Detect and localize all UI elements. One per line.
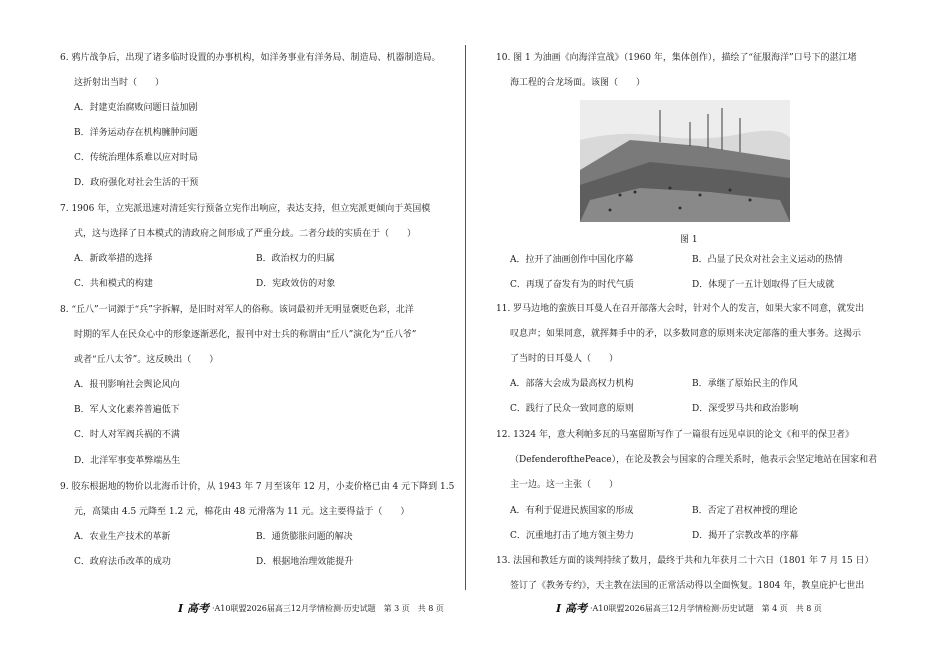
q9-option-b[interactable]: B．通货膨胀问题的解决 <box>256 532 353 542</box>
q7-option-b[interactable]: B．政治权力的归属 <box>256 254 335 264</box>
q8-stem-line1: 8. “丘八”一词源于“兵”字拆解，是旧时对军人的俗称。该词最初并无明显褒贬色彩，北洋 <box>60 305 414 315</box>
q6-option-a[interactable]: A．封建吏治腐败问题日益加剧 <box>74 103 198 113</box>
q6-stem-line2: 这折射出当时（ ） <box>74 78 165 88</box>
q8-option-b[interactable]: B．军人文化素养普遍低下 <box>74 405 180 415</box>
q11-stem-line3: 了当时的日耳曼人（ ） <box>510 354 619 364</box>
q6-option-d[interactable]: D．政府强化对社会生活的干预 <box>74 178 199 188</box>
q7-option-c[interactable]: C．共和模式的构建 <box>74 279 153 289</box>
oil-painting-figure <box>580 100 790 222</box>
q13-stem-line1: 13. 法国和教廷方面的谈判持续了数月，最终于共和九年获月二十六日（1801 年 7 月 15 日） <box>496 556 874 566</box>
q11-stem-line2: 叹息声；如果同意，就挥舞手中的矛，以多数同意的原则来决定部落的重大事务。这揭示 <box>510 329 862 339</box>
painting-illustration <box>580 100 790 222</box>
publisher-logo: 𝑰 高考 <box>556 602 587 615</box>
q11-option-b[interactable]: B．承继了原始民主的作风 <box>692 379 798 389</box>
q8-option-a[interactable]: A．报刊影响社会舆论风向 <box>74 380 180 390</box>
publisher-logo: 𝑰 高考 <box>178 602 209 615</box>
q7-stem-line2: 式，这与选择了日本模式的清政府之间形成了严重分歧。二者分歧的实质在于（ ） <box>74 229 417 239</box>
q13-stem-line2: 签订了《教务专约》，天主教在法国的正常活动得以全面恢复。1804 年，教皇庇护七世出 <box>510 581 865 591</box>
q6-option-b[interactable]: B．洋务运动存在机构臃肿问题 <box>74 128 198 138</box>
left-footer-text: ·A10联盟2026届高三12月学情检测·历史试题 第 3 页 共 8 页 <box>211 603 444 613</box>
right-footer <box>556 600 822 616</box>
q6-option-c[interactable]: C．传统治理体系难以应对时局 <box>74 153 198 163</box>
q10-stem-line2: 海工程的合龙场面。该图（ ） <box>510 78 646 88</box>
q8-option-c[interactable]: C．时人对军阀兵祸的不满 <box>74 430 180 440</box>
q8-option-d[interactable]: D．北洋军事变革弊端丛生 <box>74 456 181 466</box>
q9-option-d[interactable]: D．根据地治理效能提升 <box>256 557 354 567</box>
q10-option-d[interactable]: D．体现了一五计划取得了巨大成就 <box>692 280 835 290</box>
q9-stem-line1: 9. 胶东根据地的物价以北海币计价，从 1943 年 7 月至该年 12 月，小麦价格已由 4 元下降到 1.5 <box>60 482 455 492</box>
q10-stem-line1: 10. 图 1 为油画《向海洋宣战》（1960 年，集体创作），描绘了“征服海洋”口号下的湛江堵 <box>496 53 857 63</box>
q9-option-c[interactable]: C．政府法币改革的成功 <box>74 557 171 567</box>
q7-option-d[interactable]: D．宪政效仿的对象 <box>256 279 336 289</box>
q12-option-c[interactable]: C．沉重地打击了地方领主势力 <box>510 531 634 541</box>
q10-option-b[interactable]: B．凸显了民众对社会主义运动的热情 <box>692 255 843 265</box>
left-footer <box>178 600 444 616</box>
q10-option-c[interactable]: C．再现了奋发有为的时代气质 <box>510 280 634 290</box>
q12-option-a[interactable]: A．有利于促进民族国家的形成 <box>510 506 634 516</box>
q11-stem-line1: 11. 罗马边地的蛮族日耳曼人在召开部落大会时，针对个人的发言，如果大家不同意，就发出 <box>496 304 865 314</box>
q8-stem-line2: 时期的军人在民众心中的形象逐渐恶化，报刊中对士兵的称谓由“丘八”演化为“丘八爷” <box>74 330 417 340</box>
q8-stem-line3: 或者“丘八太爷”。这反映出（ ） <box>74 355 219 365</box>
q12-option-b[interactable]: B．否定了君权神授的理论 <box>692 506 798 516</box>
q9-stem-line2: 元，高粱由 4.5 元降至 1.2 元，棉花由 48 元滑落为 11 元。这主要得益于（ ） <box>74 507 410 517</box>
right-footer-text: ·A10联盟2026届高三12月学情检测·历史试题 第 4 页 共 8 页 <box>589 603 822 613</box>
column-divider <box>465 45 466 590</box>
q7-option-a[interactable]: A．新政举措的选择 <box>74 254 153 264</box>
q12-stem-line3: 主一边。这一主张（ ） <box>510 480 619 490</box>
q12-stem-line2: （DefenderofthePeace），在论及教会与国家的合理关系时，他表示会坚定地站在国家和君 <box>510 455 878 465</box>
q12-option-d[interactable]: D．揭开了宗教改革的序幕 <box>692 531 799 541</box>
q11-option-c[interactable]: C．践行了民众一致同意的原则 <box>510 404 634 414</box>
q9-option-a[interactable]: A．农业生产技术的革新 <box>74 532 171 542</box>
q11-option-a[interactable]: A．部落大会成为最高权力机构 <box>510 379 634 389</box>
q7-stem-line1: 7. 1906 年，立宪派迅速对清廷实行预备立宪作出响应，表达支持，但立宪派更倾向于英国模 <box>60 204 431 214</box>
figure-caption: 图 1 <box>680 235 698 245</box>
q10-option-a[interactable]: A．拉开了油画创作中国化序幕 <box>510 255 634 265</box>
q12-stem-line1: 12. 1324 年，意大利帕多瓦的马塞留斯写作了一篇很有远见卓识的论文《和平的保卫者》 <box>496 430 854 440</box>
q6-stem-line1: 6. 鸦片战争后，出现了诸多临时设置的办事机构，如洋务事业有洋务局、制造局、机器制造局。 <box>60 53 441 63</box>
q11-option-d[interactable]: D．深受罗马共和政治影响 <box>692 404 799 414</box>
